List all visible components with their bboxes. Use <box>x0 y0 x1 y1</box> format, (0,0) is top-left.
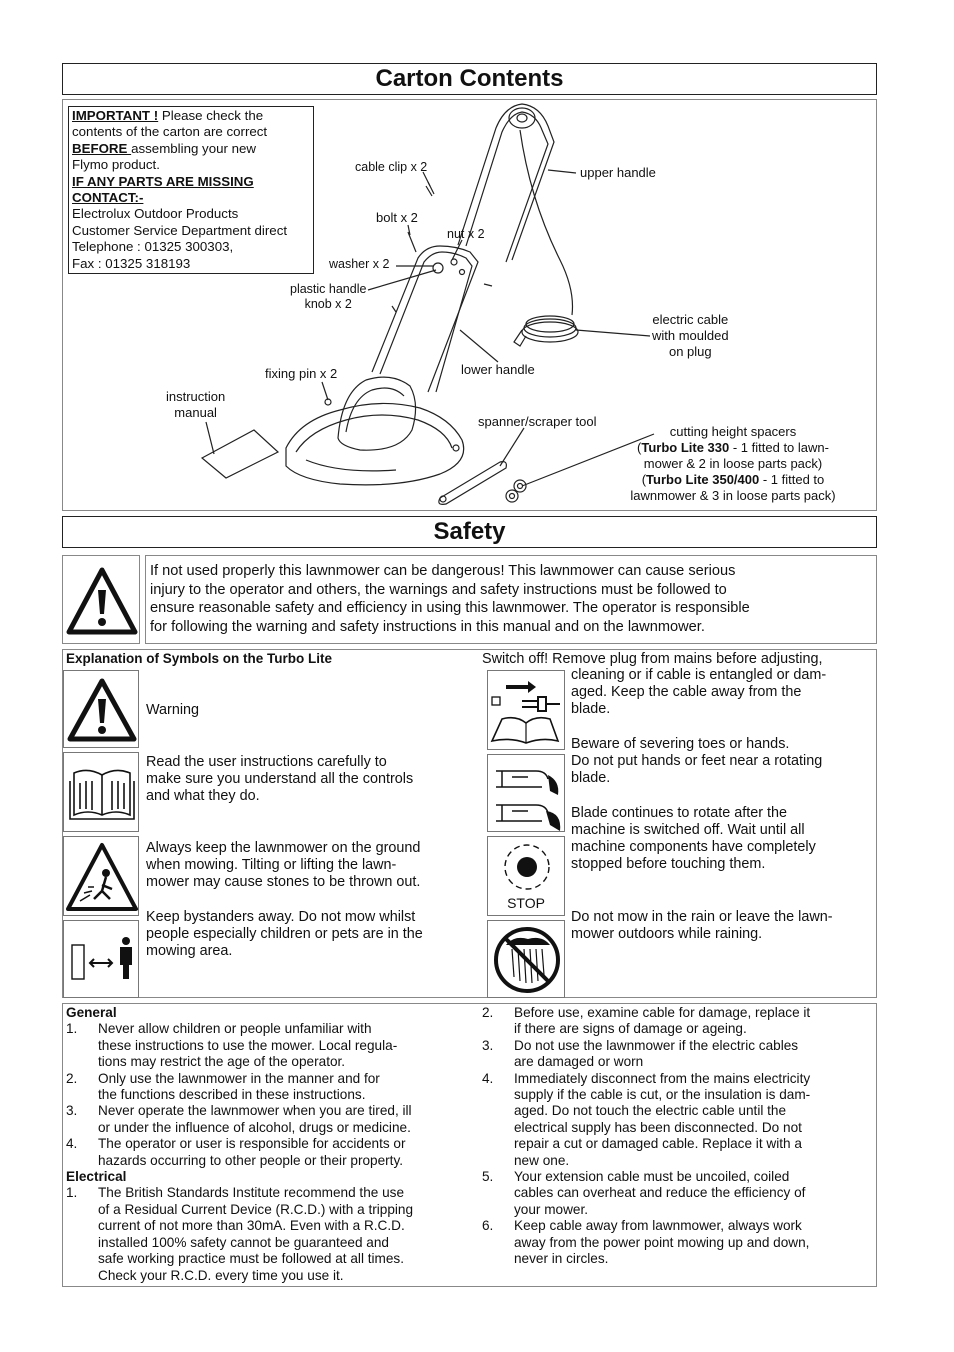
label-washer: washer x 2 <box>329 257 390 271</box>
switch-off-text: cleaning or if cable is entangled or dam- aged. Keep the cable away from the blade. <box>571 667 827 717</box>
label-upper-handle: upper handle <box>580 165 656 180</box>
safety-intro-icon-box <box>62 555 140 644</box>
rain-text: Do not mow in the rain or leave the lawn- mower outdoors while raining. <box>571 909 833 942</box>
open-book-icon <box>64 753 140 833</box>
stop-label: STOP <box>507 895 545 911</box>
general-item-4: 4. The operator or user is responsible for accidents or hazards occurring to other people or their property. <box>66 1136 406 1168</box>
label-cutting-height-spacers: cutting height spacers (Turbo Lite 330 - 1 fitted to lawn- mower & 2 in loose parts pack) (Turbo Lite 350/400 - 1 fitted to lawnmower & 3 in loose parts pack) <box>630 424 836 503</box>
electrical-item-6: 6. Keep cable away from lawnmower, always work away from the power point mowing up and down, never in circles. <box>482 1218 810 1267</box>
important-notice: IMPORTANT ! Please check the contents of the carton are correct BEFORE assembling your new Flymo product. IF ANY PARTS ARE MISSING CONTACT:- Electrolux Outdoor Products Customer Service Department direct Telephone : 01325 300303, Fax : 01325 318193 <box>68 106 314 274</box>
label-plastic-knob: plastic handle knob x 2 <box>290 282 367 311</box>
keep-distance-icon <box>64 921 140 999</box>
safety-intro-text: If not used properly this lawnmower can be dangerous! This lawnmower can cause serious injury to the operator and others, the warnings and safety instructions must be followed to ensure reasonable safety and efficiency in using this lawnmower. The operator is responsible for following the warning and safety instructions in this manual and on the lawnmower. <box>150 563 750 635</box>
electrical-item-5: 5. Your extension cable must be uncoiled, coiled cables can overheat and reduce the efficiency of your mower. <box>482 1169 806 1217</box>
important-heading: IMPORTANT ! <box>72 108 159 123</box>
general-item-3: 3. Never operate the lawnmower when you are tired, ill or under the influence of alcohol, drugs or medicine. <box>66 1103 412 1135</box>
bystanders-text: Keep bystanders away. Do not mow whilst people especially children or pets are in the mowing area. <box>146 909 423 959</box>
label-nut: nut x 2 <box>447 227 485 241</box>
label-spanner: spanner/scraper tool <box>478 414 597 429</box>
warning-triangle-icon <box>63 556 141 645</box>
electrical-item-2: 2. Before use, examine cable for damage, replace it if there are signs of damage or ageing. <box>482 1005 811 1037</box>
rain-symbol-box <box>487 920 565 998</box>
unplug-icon <box>488 671 566 751</box>
general-item-1: 1. Never allow children or people unfamiliar with these instructions to use the mower. Local regula- tions may restrict the age of the operator. <box>66 1021 398 1070</box>
label-instruction-manual: instruction manual <box>166 389 226 420</box>
no-rain-icon <box>488 921 566 999</box>
safety-title: Safety <box>62 516 877 548</box>
thrown-objects-icon <box>64 837 140 917</box>
rules-right-column <box>482 1005 874 1268</box>
electrical-item-4: 4. Immediately disconnect from the mains electricity supply if the cable is cut, or the insulation is dam- aged. Do not touch the electric cable until the electrical supply has been disconnected. Do not repair a cut or damaged cable. Replace it with a new one. <box>482 1070 811 1168</box>
read-instructions-text: Read the user instructions carefully to make sure you understand all the controls and what they do. <box>146 754 414 804</box>
carton-contents-title: Carton Contents <box>62 63 877 95</box>
electrical-item-3: 3. Do not use the lawnmower if the electric cables are damaged or worn <box>482 1037 799 1070</box>
warning-icon <box>64 671 140 749</box>
symbols-heading: Explanation of Symbols on the Turbo Lite <box>66 651 333 666</box>
rules-left-column <box>66 1005 466 1284</box>
warning-text: Warning <box>146 702 200 718</box>
unplug-symbol-box <box>487 670 565 750</box>
label-fixing-pin: fixing pin x 2 <box>265 366 338 381</box>
stop-symbol-box <box>487 836 565 916</box>
label-lower-handle: lower handle <box>461 362 535 377</box>
read-manual-symbol-box <box>63 752 139 832</box>
general-item-2: 2. Only use the lawnmower in the manner and for the functions described in these instructions. <box>66 1070 380 1103</box>
label-bolt: bolt x 2 <box>376 210 418 225</box>
general-heading: General <box>66 1005 117 1020</box>
bystanders-symbol-box <box>63 920 139 998</box>
switch-off-first-line: Switch off! Remove plug from mains before adjusting, <box>482 651 823 667</box>
hands-feet-symbol-box <box>487 754 565 832</box>
label-electric-cable: electric cable with moulded on plug <box>652 312 729 359</box>
keep-on-ground-text: Always keep the lawnmower on the ground when mowing. Tilting or lifting the lawn- mower may cause stones to be thrown out. <box>146 840 421 890</box>
electrical-heading: Electrical <box>66 1169 127 1185</box>
rotating-blade-hands-feet-icon <box>488 755 566 833</box>
severing-toes-text: Beware of severing toes or hands. Do not put hands or feet near a rotating blade. <box>571 736 823 786</box>
warning-symbol-box <box>63 670 139 748</box>
thrown-objects-symbol-box <box>63 836 139 916</box>
label-cable-clip: cable clip x 2 <box>355 160 428 174</box>
electrical-item-1: 1. The British Standards Institute recommend the use of a Residual Current Device (R.C.D.) with a tripping current of not more than 30mA. Even with a R.C.D. installed 100% safety cannot be guaranteed and safe working practice must be followed at all times. Check your R.C.D. every time you use it. <box>66 1185 414 1283</box>
blade-rotate-text: Blade continues to rotate after the machine is switched off. Wait until all machine components have completely stopped before touching them. <box>571 805 816 872</box>
